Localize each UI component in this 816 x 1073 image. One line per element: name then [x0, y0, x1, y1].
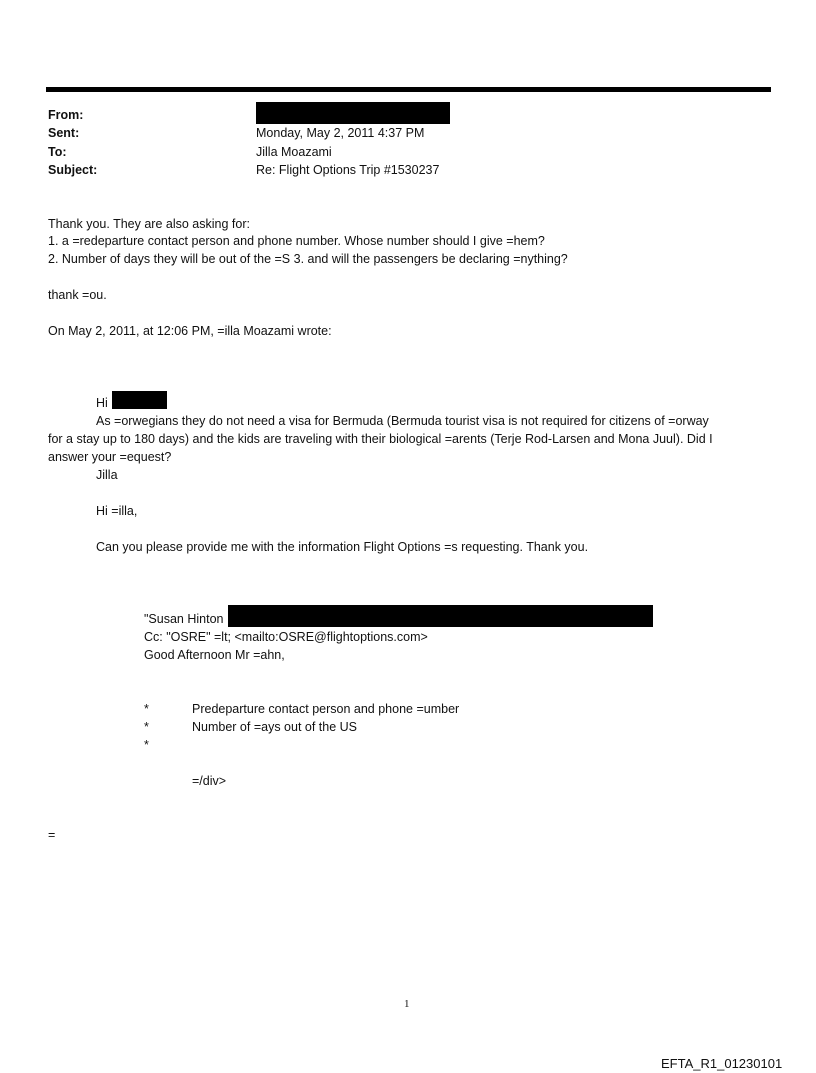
quoted-greeting: Good Afternoon Mr =ahn,: [144, 648, 285, 662]
reply1-paragraph-line-2: for a stay up to 180 days) and the kids are traveling with their biological =arents (Terje Rod-Larsen and Mona Juul). Did I: [48, 432, 713, 446]
reply2-greeting: Hi =illa,: [96, 504, 138, 518]
quoted-cc: Cc: "OSRE" =lt; <mailto:OSRE@flightoptions.com>: [144, 630, 428, 644]
subject-value: Re: Flight Options Trip #1530237: [256, 163, 440, 177]
bullet-1-text: Predeparture contact person and phone =umber: [192, 702, 460, 716]
to-value: Jilla Moazami: [256, 145, 332, 159]
from-label: From:: [48, 108, 84, 122]
footer-document-id: EFTA_R1_01230101: [661, 1056, 783, 1071]
sender-redaction: [228, 605, 653, 627]
reply1-paragraph-line-3: answer your =equest?: [48, 450, 172, 464]
body-line-1: Thank you. They are also asking for:: [48, 217, 250, 231]
name-redaction: [112, 391, 167, 409]
body-line-4: thank =ou.: [48, 288, 107, 302]
bullet-3-mark: *: [144, 738, 149, 752]
body-line-3: 2. Number of days they will be out of the =S 3. and will the passengers be declaring =nything?: [48, 252, 568, 266]
from-redaction: [256, 102, 450, 124]
reply1-signature: Jilla: [96, 468, 118, 482]
quoted-sender: "Susan Hinton: [144, 612, 224, 626]
body-line-5: On May 2, 2011, at 12:06 PM, =illa Moazami wrote:: [48, 324, 332, 338]
bullet-1-mark: *: [144, 702, 149, 716]
subject-label: Subject:: [48, 163, 98, 177]
div-close-text: =/div>: [192, 774, 227, 788]
bullet-2-text: Number of =ays out of the US: [192, 720, 358, 734]
stray-equals: =: [48, 828, 56, 842]
reply2-request: Can you please provide me with the information Flight Options =s requesting. Thank you.: [96, 540, 589, 554]
sent-value: Monday, May 2, 2011 4:37 PM: [256, 126, 425, 140]
page-number: 1: [404, 998, 410, 1010]
bullet-2-mark: *: [144, 720, 149, 734]
header-rule: [46, 87, 771, 92]
reply1-greeting: Hi: [96, 396, 108, 410]
reply1-paragraph-line-1: As =orwegians they do not need a visa for Bermuda (Bermuda tourist visa is not required for citizens of =orway: [96, 414, 709, 428]
to-label: To:: [48, 145, 67, 159]
body-line-2: 1. a =redeparture contact person and phone number. Whose number should I give =hem?: [48, 234, 545, 248]
sent-label: Sent:: [48, 126, 80, 140]
